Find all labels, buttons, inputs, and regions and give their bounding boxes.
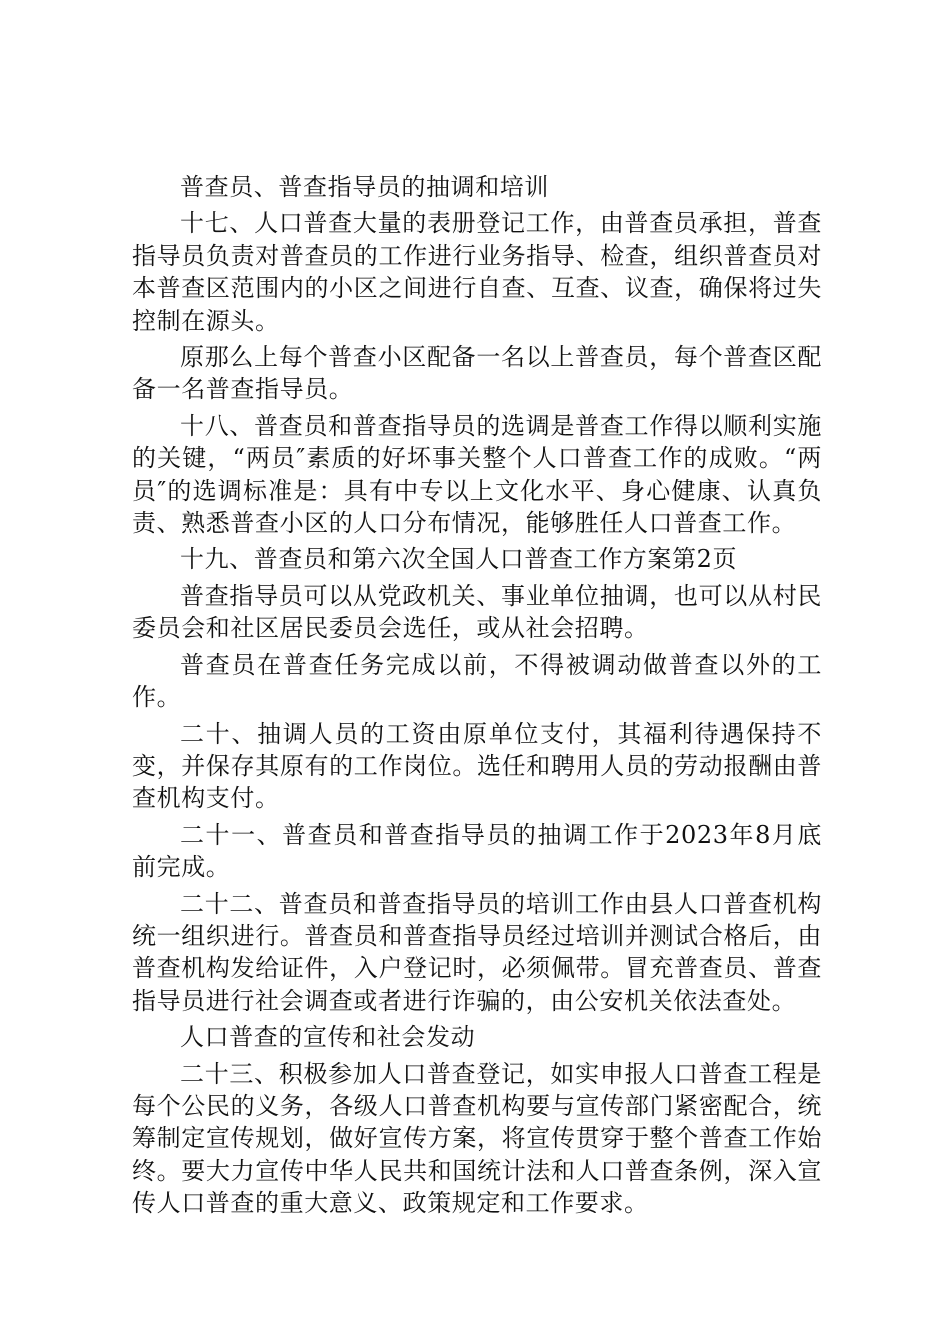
paragraph: 二十二、普查员和普查指导员的培训工作由县人口普查机构统一组织进行。普查员和普查指导员经过培训并测试合格后，由普查机构发给证件，入户登记时，必须佩带。冒充普查员、普查指导员进行社会调查或者进行诈骗的，由公安机关依法查处。 [132,889,822,1015]
paragraph: 十八、普查员和普查指导员的选调是普查工作得以顺利实施的关键，“两员″素质的好坏事关整个人口普查工作的成败。“两员″的选调标准是：具有中专以上文化水平、身心健康、认真负责、熟悉普查小区的人口分布情况，能够胜任人口普查工作。 [132,411,822,538]
paragraph: 二十三、积极参加人口普查登记，如实申报人口普查工程是每个公民的义务，各级人口普查机构要与宣传部门紧密配合，统筹制定宣传规划，做好宣传方案，将宣传贯穿于整个普查工作始终。要大力宣传中华人民共和国统计法和人口普查条例，深入宣传人口普查的重大意义、政策规定和工作要求。 [132,1059,822,1218]
paragraph: 二十、抽调人员的工资由原单位支付，其福利待遇保持不变，并保存其原有的工作岗位。选任和聘用人员的劳动报酬由普查机构支付。 [132,719,822,813]
section-heading: 普查员、普查指导员的抽调和培训 [180,173,549,201]
paragraph: 十九、普查员和第六次全国人口普查工作方案第2页 [180,545,738,574]
paragraph: 普查员在普查任务完成以前，不得被调动做普查以外的工作。 [132,650,822,712]
paragraph: 十七、人口普查大量的表册登记工作，由普查员承担，普查指导员负责对普查员的工作进行业务指导、检查，组织普查员对本普查区范围内的小区之间进行自查、互查、议查，确保将过失控制在源头。 [132,209,822,335]
section-heading: 人口普查的宣传和社会发动 [180,1023,476,1052]
paragraph: 二十一、普查员和普查指导员的抽调工作于2023年8月底前完成。 [132,820,822,882]
paragraph: 原那么上每个普查小区配备一名以上普查员，每个普查区配备一名普查指导员。 [132,343,822,404]
document-body [132,171,822,1220]
paragraph: 普查指导员可以从党政机关、事业单位抽调，也可以从村民委员会和社区居民委员会选任，或从社会招聘。 [132,581,822,643]
